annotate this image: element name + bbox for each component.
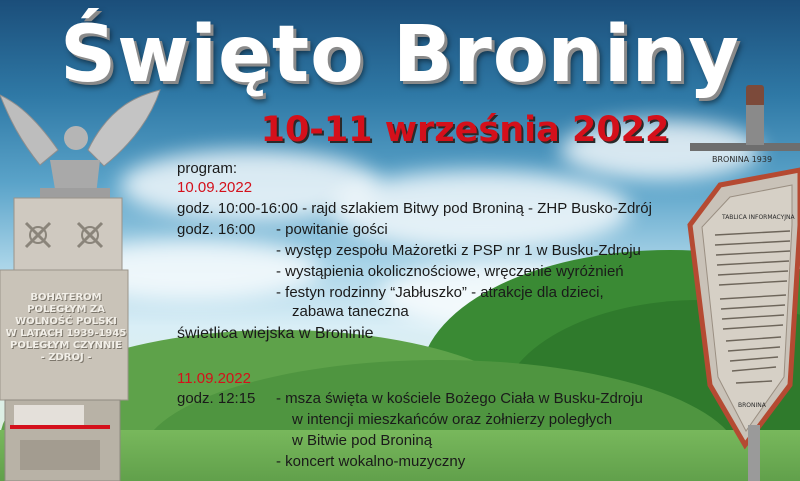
row-time: godz. 10:00-16:00: [177, 200, 298, 217]
sign-top-label: BRONINA 1939: [712, 155, 773, 164]
inscription-line: W LATACH 1939-1945: [5, 328, 127, 339]
inscription-line: POLEGŁYM ZA: [27, 304, 105, 315]
row-text: - powitanie gości: [276, 221, 388, 238]
row-text: - festyn rodzinny “Jabłuszko” - atrakcje dla dzieci,: [276, 284, 604, 301]
monument-inscription: [4, 292, 128, 364]
row-text: - występ zespołu Mażoretki z PSP nr 1 w Busku-Zdroju: [276, 242, 641, 259]
row-text: w intencji mieszkańców oraz żołnierzy poległych: [292, 411, 613, 428]
row-text: w Bitwie pod Broniną: [292, 432, 433, 449]
inscription-line: WOLNOŚĆ POLSKI: [15, 316, 117, 327]
cross-emblem: [78, 223, 102, 247]
row-text: - rajd szlakiem Bitwy pod Broniną - ZHP Busko-Zdrój: [302, 200, 652, 217]
row-time: godz. 12:15: [177, 390, 256, 407]
program-label: program:: [177, 160, 238, 177]
day1-row: [177, 200, 652, 218]
inscription-line: POLEGŁYM CZYNNIE: [10, 340, 122, 351]
row-text: - wystąpienia okolicznościowe, wręczenie wyróżnień: [276, 263, 624, 280]
row-text: - koncert wokalno-muzyczny: [276, 453, 466, 470]
cross-emblem: [26, 223, 50, 247]
event-dates: 10-11 września 2022: [260, 110, 670, 150]
row-text: zabawa taneczna: [292, 303, 409, 320]
inscription-line: BOHATEROM: [30, 292, 102, 303]
monument-illustration: [0, 70, 170, 481]
row-time: godz. 16:00: [177, 221, 256, 238]
sign-bottom-label: BRONINA: [738, 402, 766, 409]
day1-venue: świetlica wiejska w Broninie: [177, 325, 374, 342]
day2-date: 11.09.2022: [177, 370, 251, 387]
day1-date: 10.09.2022: [177, 179, 253, 196]
sword-shield-sign: [660, 85, 800, 481]
day1-row: [177, 221, 255, 239]
page-title: Święto Broniny: [59, 10, 741, 100]
sign-plaque-title: TABLICA INFORMACYJNA: [722, 214, 795, 221]
inscription-line: - ZDROJ -: [40, 352, 92, 363]
day2-row: [177, 390, 255, 408]
row-text: - msza święta w kościele Bożego Ciała w Busku-Zdroju: [276, 390, 643, 407]
